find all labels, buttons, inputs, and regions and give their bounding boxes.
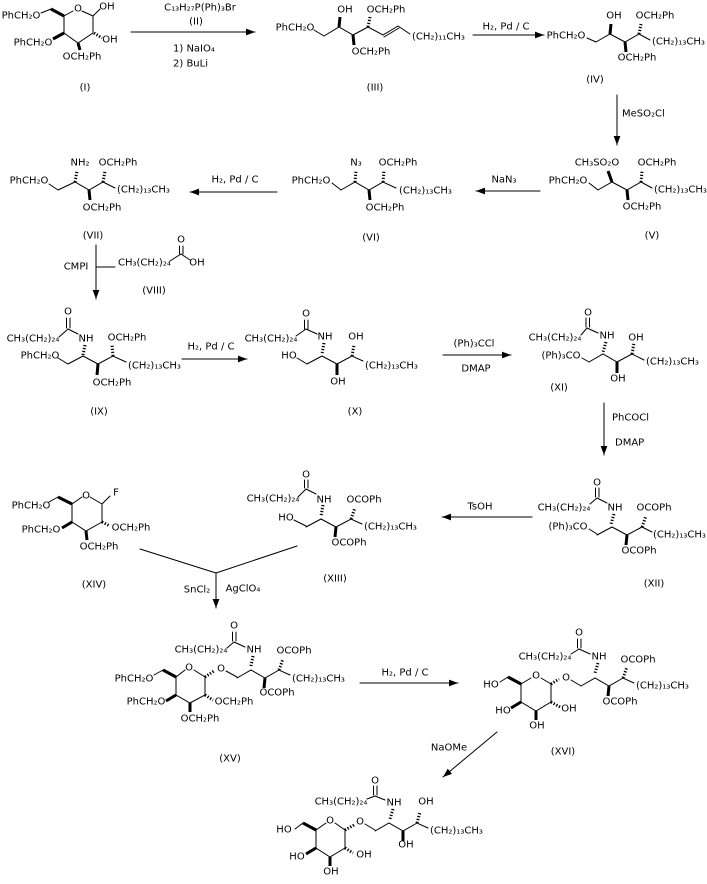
cpd-ix-acyl-chain: CH₃(CH₂)₂₄ [6,333,60,345]
cpd-final-glycosidic-o: O [356,816,364,828]
structure-viii-bonds [170,246,190,261]
cpd-xiv-benzyloxy-left: PhCH₂O [21,524,61,536]
cpd-xvi-ring-oxygen: O [532,670,540,682]
cpd-i-benzyloxy-top: PhCH₂O [1,10,41,22]
structure-iii-bonds [314,17,410,45]
cpd-xv-obz-bottom: OCOPh [259,687,295,699]
cpd-final-ho-top: HO [276,824,292,836]
cpd-v-mesylate: CH₃SO₂O [574,157,620,169]
cpd-xvi-glycosidic-o: O [562,672,570,684]
cpd-xv-obn-bottom: OCH₂Ph [180,713,220,725]
structure-x-bonds [296,320,363,375]
cpd-xi-trityloxy: (Ph)₃CO [541,350,581,362]
cpd-vii-benzyloxy-left: PhCH₂O [9,175,49,187]
structure-vii-bonds [49,171,115,200]
cpd-xiii-alkyl-chain: (CH₂)₁₃CH₃ [364,521,417,533]
cpd-ix-obn-top: OCH₂Ph [107,332,147,344]
cpd-final-ho-left: HO [289,851,305,863]
cpd-xiii-obz-bottom: OCOPh [331,537,367,549]
rgt-nan3: NaN₃ [491,174,517,186]
cpd-xvi-alkyl-chain: (CH₂)₁₃CH₃ [636,680,689,692]
cpd-x-ho-left: HO [281,350,297,362]
rgt-h2-pdc-4: H₂, Pd / C [381,667,429,679]
cpd-xv-obz-top: OCOPh [276,645,312,657]
cpd-xiii-nh: NH [316,494,332,506]
structure-vi-bonds [332,171,396,200]
cpd-xvi-ho-top: HO [483,679,499,691]
text-layer [2,2,707,878]
cpd-xvi-ho-left: HO [495,705,511,717]
cpd-xv-label: (XV) [219,753,241,765]
cpd-final-acyl-chain: CH₃(CH₂)₂₄ [314,796,368,808]
rgt-h2-pdc-3: H₂, Pd / C [187,341,235,353]
cpd-xiii-ho-left: HO [278,512,294,524]
cpd-vi-label: (VI) [362,232,380,244]
cpd-i-anomeric-oh: OH [99,1,115,13]
cpd-xi-oh-bottom: OH [610,373,626,385]
cpd-xvi-acyl-chain: CH₃(CH₂)₂₄ [518,651,572,663]
structure-xi-bonds [581,318,644,373]
cpd-xi-label: (XI) [550,382,568,394]
cpd-iv-label: (IV) [586,74,604,86]
structure-v-bonds [589,171,652,200]
cpd-v-obn-bottom: OCH₂Ph [622,201,662,213]
cpd-xiv-fluoride: F [113,487,119,499]
cpd-v-obn-top: OCH₂Ph [637,157,677,169]
rgt-dmap-1: DMAP [461,363,491,375]
cpd-final-nh: NH [386,797,402,809]
rgt-h2-pdc-1: H₂, Pd / C [482,21,530,33]
rgt-phcocl: PhCOCl [612,412,649,424]
cpd-xii-obz-top: OCOPh [636,502,672,514]
cpd-iv-obn-bottom: OCH₂Ph [617,52,657,64]
cpd-xvi-label: (XVI) [550,746,576,758]
cpd-viii-label: (VIII) [142,285,166,297]
arrow-step-6 [96,245,115,299]
cpd-ii-label: (II) [189,16,203,28]
cpd-xiii-obz-top: OCOPh [346,494,382,506]
cpd-iv-oh: OH [606,10,622,22]
cpd-ix-label: (IX) [90,406,108,418]
cpd-final-oh-bottom: OH [323,866,339,878]
cpd-xv-ring-oxygen: O [185,662,193,674]
cpd-xv-benzyloxy-left: PhCH₂O [126,696,166,708]
cpd-iv-benzyloxy-left: PhCH₂O [546,30,586,42]
cpd-vii-obn-bottom: OCH₂Ph [82,202,122,214]
rgt-buli: 2) BuLi [173,58,208,70]
cpd-xv-acyl-chain: CH₃(CH₂)₂₄ [174,644,228,656]
cpd-vi-alkyl-chain: (CH₂)₁₃CH₃ [399,185,452,197]
cpd-vi-azide: N₃ [350,157,362,169]
cpd-xvi-oh-bottom: OH [529,720,545,732]
rgt-naio4: 1) NaIO₄ [173,43,215,55]
cpd-v-benzyloxy-left: PhCH₂O [548,175,588,187]
cpd-iii-label: (III) [366,82,384,94]
cpd-vi-obn-bottom: OCH₂Ph [365,202,405,214]
cpd-xvi-obz-bottom: OCOPh [602,696,638,708]
cpd-xiv-benzyloxy-top: PhCH₂O [11,500,51,512]
cpd-xiii-carbonyl-o: O [302,469,310,481]
cpd-x-carbonyl-o: O [302,308,310,320]
cpd-iv-alkyl-chain: (CH₂)₁₃CH₃ [652,36,705,48]
cpd-xiii-label: (XIII) [323,573,347,585]
rgt-agclo4: AgClO₄ [225,583,261,595]
cpd-ix-benzyloxy-left: PhCH₂O [20,350,60,362]
cpd-xii-nh: NH [607,502,623,514]
cpd-viii-oh: OH [189,257,205,269]
structure-iv-bonds [587,24,650,52]
rgt-naome: NaOMe [430,742,468,754]
cpd-xiii-acyl-chain: CH₃(CH₂)₂₄ [246,493,300,505]
cpd-ix-obn-bottom: OCH₂Ph [92,377,132,389]
cpd-ix-nh: NH [78,333,94,345]
cpd-xii-label: (XII) [643,578,665,590]
cpd-xii-trityloxy: (Ph)₃CO [548,521,588,533]
cpd-vii-label: (VII) [82,230,104,242]
rgt-mscl: MeSO₂Cl [622,108,665,120]
cpd-xvi-obz-top: OCOPh [620,654,656,666]
cpd-final-oh-right: OH [356,849,372,861]
cpd-final-alkyl-chain: (CH₂)₁₃CH₃ [430,825,483,837]
cpd-final-ring-oxygen: O [326,815,334,827]
cpd-iii-oh: OH [337,4,353,16]
cpd-v-label: (V) [644,230,660,242]
structure-xiii-bonds [294,480,362,537]
cpd-xv-carbonyl-o: O [230,620,238,632]
cpd-i-ring-oxygen: O [74,3,82,15]
cpd-xi-alkyl-chain: (CH₂)₁₃CH₃ [646,356,699,368]
structure-xii-bonds [589,488,652,545]
cpd-final-oh-ceramide: OH [398,839,414,851]
cpd-iii-obn-bottom: OCH₂Ph [351,46,391,58]
cpd-xiv-obn-bottom: OCH₂Ph [79,541,119,553]
rgt-h2-pdc-2: H₂, Pd / C [211,174,259,186]
cpd-xiv-obn-right: OCH₂Ph [111,522,151,534]
rgt-tritylcl: (Ph)₃CCl [453,338,495,350]
cpd-v-alkyl-chain: (CH₂)₁₃CH₃ [654,184,707,196]
rgt-dmap-2: DMAP [615,437,645,449]
cpd-vi-obn-top: OCH₂Ph [378,157,418,169]
cpd-xiv-ring-oxygen: O [82,490,90,502]
cpd-xii-alkyl-chain: (CH₂)₁₃CH₃ [653,529,706,541]
cpd-x-alkyl-chain: (CH₂)₁₃CH₃ [365,360,418,372]
arrow-step-11 [140,546,297,608]
cpd-xv-obn-right: OCH₂Ph [214,696,254,708]
cpd-xi-carbonyl-o: O [584,307,592,319]
cpd-xvi-nh: NH [591,651,607,663]
cpd-vii-alkyl-chain: (CH₂)₁₃CH₃ [117,184,170,196]
cpd-x-oh-top: OH [348,331,364,343]
cpd-xi-oh-top: OH [628,332,644,344]
arrow-step-13 [443,732,497,777]
cpd-xi-acyl-chain: CH₃(CH₂)₂₄ [528,332,582,344]
cpd-ix-alkyl-chain: (CH₂)₁₃CH₃ [128,360,181,372]
cpd-final-oh-top: OH [418,796,434,808]
cpd-x-oh-bottom: OH [330,376,346,388]
cpd-i-benzyloxy-left: PhCH₂O [13,37,53,49]
cpd-i-c2-oh: OH [102,34,118,46]
cpd-i-label: (I) [79,82,91,94]
cpd-xvi-oh-right: OH [561,703,577,715]
cpd-xiv-label: (XIV) [81,579,107,591]
cpd-iii-alkyl-chain: (CH₂)₁₁CH₃ [412,31,465,43]
rgt-sncl2: SnCl₂ [183,584,211,596]
cpd-xv-glycosidic-o: O [217,663,225,675]
cpd-vii-obn-top: OCH₂Ph [98,157,138,169]
rgt-wittig-salt: C₁₃H₂₇P(Ph)₃Br [164,2,236,14]
rgt-cmpi: CMPI [63,261,89,273]
cpd-ix-carbonyl-o: O [64,306,72,318]
rgt-tsoh: TsOH [467,501,493,513]
cpd-vii-amine: NH₂ [70,157,90,169]
cpd-x-label: (X) [347,406,363,418]
cpd-iii-benzyloxy-left: PhCH₂O [275,22,315,34]
cpd-viii-acyl-chain: CH₃(CH₂)₂₄ [118,257,171,269]
cpd-vi-benzyloxy-left: PhCH₂O [291,175,331,187]
cpd-viii-carbonyl-o: O [177,234,185,246]
cpd-xv-benzyloxy-top: PhCH₂O [114,673,154,685]
cpd-x-nh: NH [317,331,333,343]
cpd-iii-obn-top: OCH₂Ph [366,4,406,16]
cpd-i-benzyloxy-bottom: OCH₂Ph [62,51,102,63]
cpd-x-acyl-chain: CH₃(CH₂)₂₄ [244,333,298,345]
cpd-xii-acyl-chain: CH₃(CH₂)₂₄ [537,502,591,514]
cpd-xi-nh: NH [599,330,615,342]
cpd-xii-carbonyl-o: O [593,477,601,489]
cpd-xii-obz-bottom: OCOPh [621,545,657,557]
cpd-xvi-carbonyl-o: O [575,627,583,639]
cpd-xv-alkyl-chain: (CH₂)₁₃CH₃ [292,673,345,685]
cpd-xv-nh: NH [246,644,262,656]
cpd-iv-obn-top: OCH₂Ph [635,10,675,22]
cpd-final-carbonyl-o: O [371,775,379,787]
structure-ix-bonds [58,318,126,375]
